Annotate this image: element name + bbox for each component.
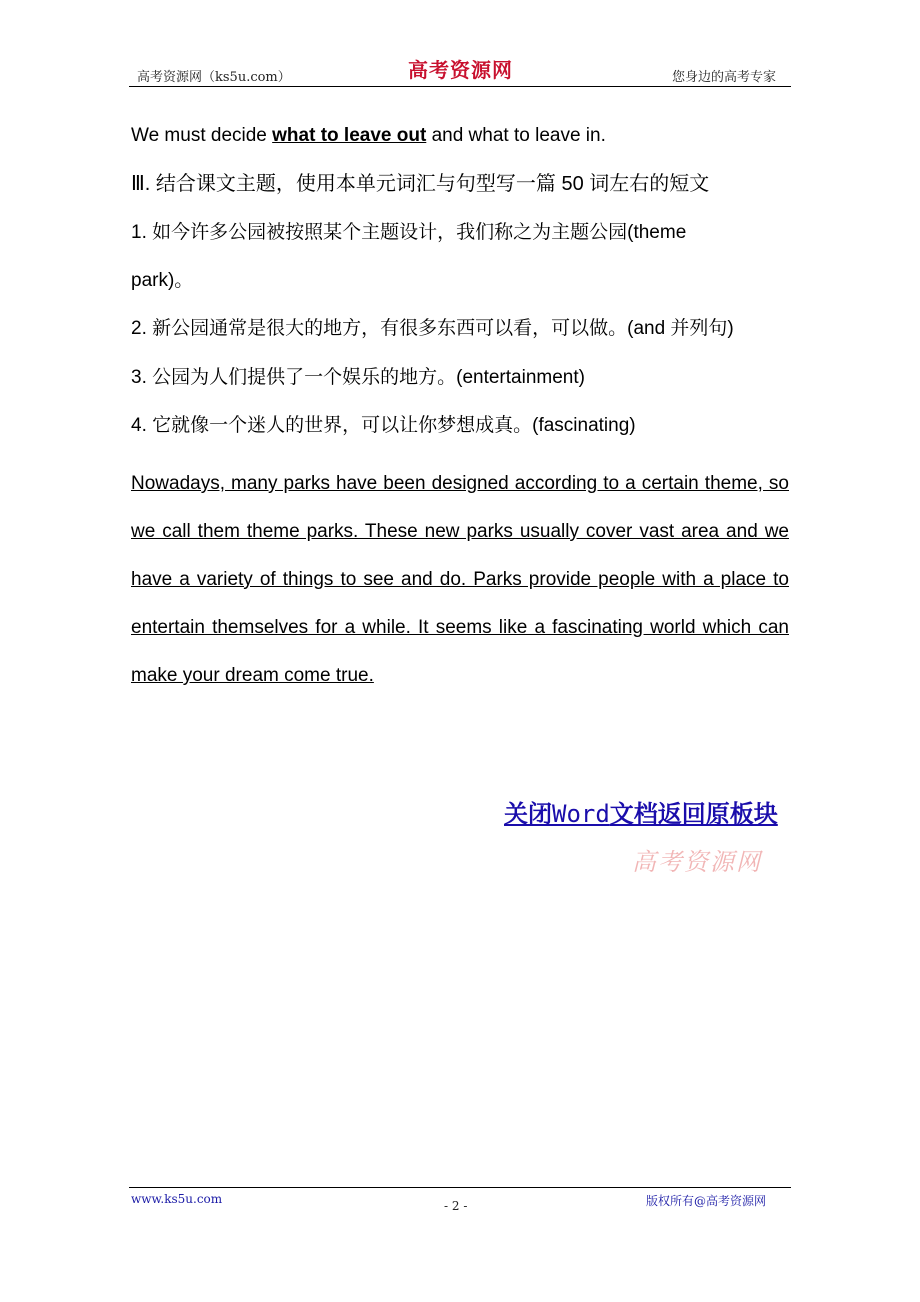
model-essay-text: Nowadays, many parks have been designed according to a certain theme, so we call them theme parks. These new parks usually cover vast area and we have a variety of things to see and do. Parks provide people with a place to entertain themselves for a while. It seems like a fascinating world which can make your dream come true. [131,473,789,686]
footer-divider [129,1187,791,1188]
close-link-word: Word [552,800,610,828]
close-link-suffix: 文档返回原板块 [609,800,778,828]
item-3: 3. 公园为人们提供了一个娱乐的地方。(entertainment) [131,367,585,388]
item-1-line-1: 1. 如今许多公园被按照某个主题设计，我们称之为主题公园(theme [131,222,687,243]
example-sentence-prefix: We must decide [131,125,273,146]
header-site-name: 高考资源网（ks5u.com） [137,70,291,85]
watermark-logo: 高考资源网 [632,848,762,876]
footer-url[interactable]: www.ks5u.com [131,1192,223,1206]
section-title: Ⅲ. 结合课文主题，使用本单元词汇与句型写一篇 50 词左右的短文 [131,173,710,195]
example-sentence-key-phrase: what to leave out [272,125,427,146]
example-sentence [131,124,606,148]
footer-copyright: 版权所有@高考资源网 [646,1194,767,1208]
page-number: - 2 - [444,1199,468,1213]
model-essay [131,460,789,700]
close-document-link[interactable] [504,794,778,829]
header-logo: 高考资源网 [408,58,513,82]
header-slogan: 您身边的高考专家 [672,70,777,85]
header-divider [129,86,791,87]
example-sentence-suffix: and what to leave in. [426,125,606,146]
item-1-line-2: park)。 [131,270,194,291]
item-4: 4. 它就像一个迷人的世界，可以让你梦想成真。(fascinating) [131,415,636,436]
item-2: 2. 新公园通常是很大的地方，有很多东西可以看，可以做。(and 并列句) [131,318,734,339]
close-link-prefix: 关闭 [504,800,552,828]
